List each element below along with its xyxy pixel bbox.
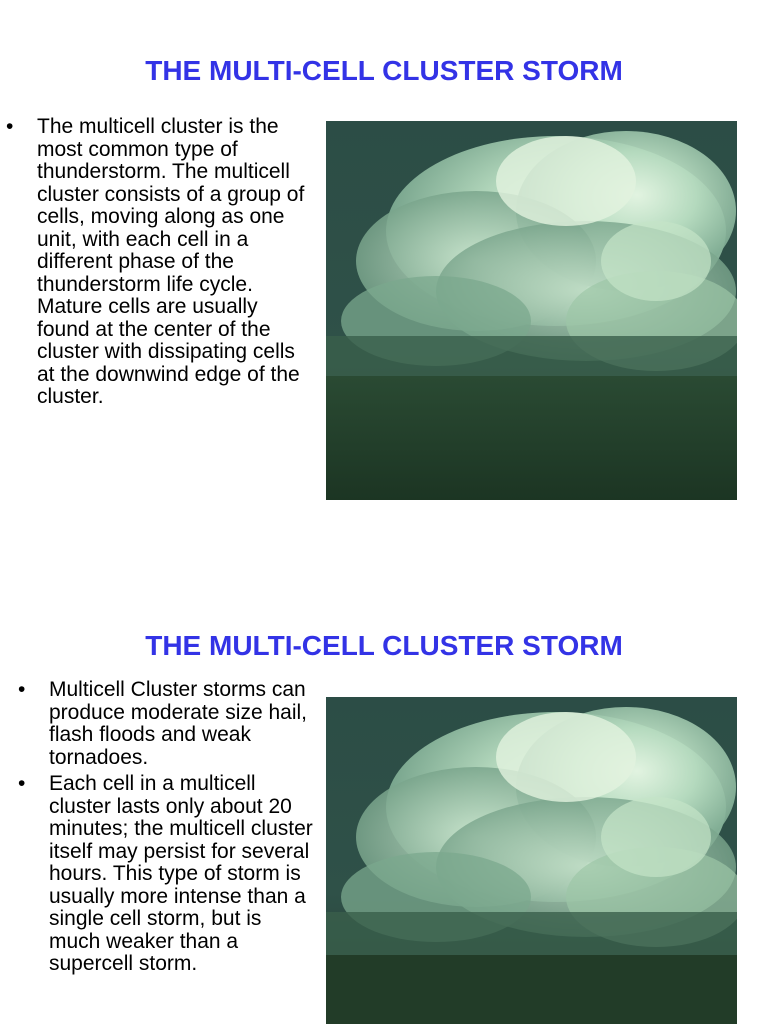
slide-2 xyxy=(0,575,768,1024)
bullet-icon: • xyxy=(18,772,26,795)
bullet-item xyxy=(6,116,306,409)
bullet-icon: • xyxy=(18,678,26,701)
bullet-text: Each cell in a multicell cluster lasts only about 20 minutes; the multicell cluster itself may persist for several hours. This type of storm is usually more intense than a single cell storm, but is much weaker than a supercell storm. xyxy=(49,772,313,975)
cloud-photo xyxy=(326,121,737,500)
bullet-list xyxy=(6,116,306,413)
bullet-list xyxy=(18,679,318,980)
cloud-photo xyxy=(326,697,737,1024)
bullet-item xyxy=(18,773,318,976)
bullet-item xyxy=(18,679,318,769)
cumulonimbus-cloud-image xyxy=(326,121,737,500)
bullet-text: Multicell Cluster storms can produce moderate size hail, flash floods and weak tornadoes. xyxy=(49,678,307,769)
bullet-text: The multicell cluster is the most common type of thunderstorm. The multicell cluster consists of a group of cells, moving along as one unit, with each cell in a different phase of the thunderstorm life cycle. Mature cells are usually found at the center of the cluster with dissipating cells at the downwind edge of the cluster. xyxy=(37,115,305,408)
slide-title: THE MULTI-CELL CLUSTER STORM xyxy=(145,55,623,86)
slide-title: THE MULTI-CELL CLUSTER STORM xyxy=(145,630,623,661)
bullet-icon: • xyxy=(6,115,14,138)
cumulonimbus-cloud-image xyxy=(326,697,737,1024)
